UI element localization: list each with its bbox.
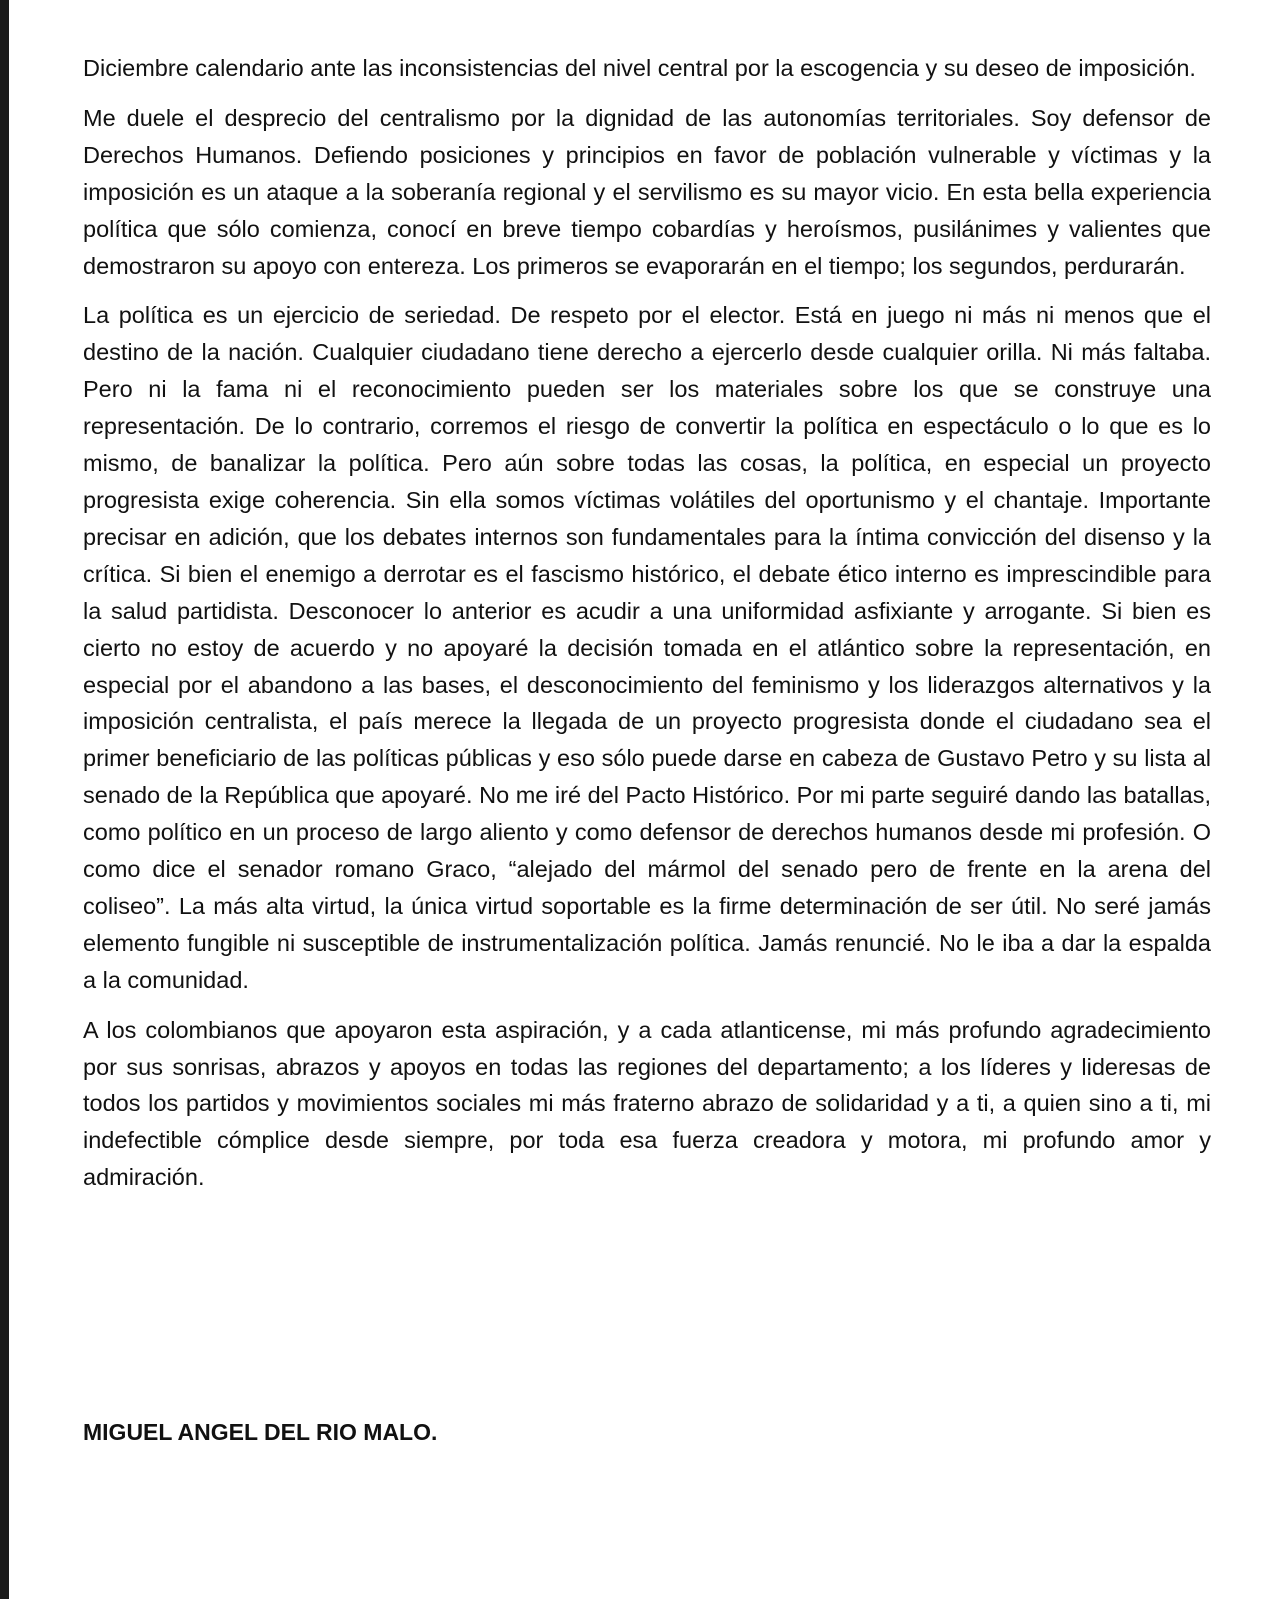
document-page — [9, 0, 1284, 1599]
signature: MIGUEL ANGEL DEL RIO MALO. — [83, 1419, 438, 1445]
document-body — [83, 50, 1211, 1209]
page-left-edge — [0, 0, 9, 1599]
paragraph-2: Me duele el desprecio del centralismo por la dignidad de las autonomías territoriales. Soy defensor de Derechos Humanos. Defiendo posiciones y principios en favor de población vulnerable y víctimas y la imposición es un ataque a la soberanía regional y el servilismo es su mayor vicio. En esta bella experiencia política que sólo comienza, conocí en breve tiempo cobardías y heroísmos, pusilánimes y valientes que demostraron su apoyo con entereza. Los primeros se evaporarán en el tiempo; los segundos, perdurarán. — [83, 104, 1211, 279]
paragraph-1: Diciembre calendario ante las inconsistencias del nivel central por la escogencia y su deseo de imposición. — [83, 55, 1196, 81]
paragraph-4: A los colombianos que apoyaron esta aspiración, y a cada atlanticense, mi más profundo agradecimiento por sus sonrisas, abrazos y apoyos en todas las regiones del departamento; a los líderes y lideresas de todos los partidos y movimientos sociales mi más fraterno abrazo de solidaridad y a ti, a quien sino a ti, mi indefectible cómplice desde siempre, por toda esa fuerza creadora y motora, mi profundo amor y admiración. — [83, 1016, 1211, 1191]
paragraph-3: La política es un ejercicio de seriedad. De respeto por el elector. Está en juego ni más ni menos que el destino de la nación. Cualquier ciudadano tiene derecho a ejercerlo desde cualquier orilla. Ni más faltaba. Pero ni la fama ni el reconocimiento pueden ser los materiales sobre los que se construye una representación. De lo contrario, corremos el riesgo de convertir la política en espectáculo o lo que es lo mismo, de banalizar la política. Pero aún sobre todas las cosas, la política, en especial un proyecto progresista exige coherencia. Sin ella somos víctimas volátiles del oportunismo y el chantaje. Importante precisar en adición, que los debates internos son fundamentales para la íntima convicción del disenso y la crítica. Si bien el enemigo a derrotar es el fascismo histórico, el debate ético interno es imprescindible para la salud partidista. Desconocer lo anterior es acudir a una uniformidad asfixiante y arrogante. Si bien es cierto no estoy de acuerdo y no apoyaré la decisión tomada en el atlántico sobre la representación, en especial por el abandono a las bases, el desconocimiento del feminismo y los liderazgos alternativos y la imposición centralista, el país merece la llegada de un proyecto progresista donde el ciudadano sea el primer beneficiario de las políticas públicas y eso sólo puede darse en cabeza de Gustavo Petro y su lista al senado de la República que apoyaré. No me iré del Pacto Histórico. Por mi parte seguiré dando las batallas, como político en un proceso de largo aliento y como defensor de derechos humanos desde mi profesión. O como dice el senador romano Graco, “alejado del mármol del senado pero de frente en la arena del coliseo”. La más alta virtud, la única virtud soportable es la firme determinación de ser útil. No seré jamás elemento fungible ni susceptible de instrumentalización política. Jamás renuncié. No le iba a dar la espalda a la comunidad. — [83, 302, 1211, 993]
